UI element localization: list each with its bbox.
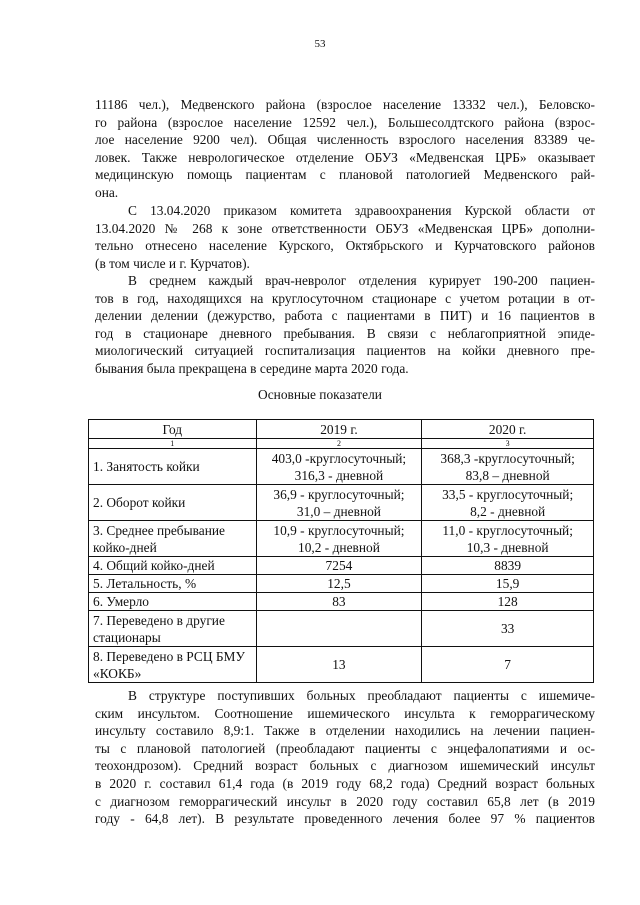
text-line: (в том числе и г. Курчатов). [95, 255, 250, 271]
cell-2020 [422, 557, 594, 575]
text-line: ским инсультом. Соотношение ишемического инсульта к геморрагическому [95, 705, 595, 721]
cell-value: 10,3 - дневной [466, 539, 549, 555]
text-line: году - 64,8 лет). В результате проведенного лечения более 97 % пациентов [95, 811, 595, 827]
text-line: В структуре поступивших больных преобладают пациенты с ишемиче- [128, 688, 595, 703]
table-caption: Основные показатели [258, 387, 382, 402]
cell-value: 403,0 -круглосуточный; [271, 450, 407, 466]
row-label: 2. Оборот койки [89, 485, 257, 521]
text-line: теохондрозом). Средний возраст больных с диагнозом ишемический инсульт [95, 758, 595, 774]
cell-value: 8839 [494, 558, 522, 573]
paragraph-3 [95, 272, 595, 378]
text-line: миологический ситуацией госпитализация пациентов на койки дневного пре- [95, 343, 595, 359]
cell-value: 10,2 - дневной [298, 539, 380, 555]
cell-2020 [422, 647, 594, 683]
cell-2019 [256, 611, 422, 647]
header-2020: 2020 г. [422, 420, 594, 439]
cell-value: 33 [500, 621, 515, 636]
cell-value: 10,9 - круглосуточный; [273, 522, 405, 538]
paragraph-2 [95, 202, 595, 272]
cell-value: 83,8 – дневной [465, 467, 550, 483]
table-row [89, 449, 594, 485]
cell-value: 13 [332, 657, 346, 672]
text-line: ловек. Также неврологическое отделение ОБУЗ «Медвенская ЦРБ» оказывает [95, 149, 595, 165]
table-row [89, 521, 594, 557]
cell-2019 [256, 647, 422, 683]
table-row [89, 593, 594, 611]
paragraph-4 [95, 687, 595, 828]
table-row [89, 647, 594, 683]
text-line: 13.04.2020 № 268 к зоне ответственности ОБУЗ «Медвенская ЦРБ» дополни- [95, 220, 595, 236]
row-label: 8. Переведено в РСЦ БМУ «КОКБ» [89, 647, 257, 683]
cell-value: 128 [497, 594, 518, 609]
table-row [89, 557, 594, 575]
cell-value: 316,3 - дневной [294, 467, 384, 483]
text-line: она. [95, 184, 119, 200]
column-number: 3 [422, 439, 594, 449]
text-line: год в стационаре дневного пребывания. В связи с неблагоприятной эпиде- [95, 325, 595, 341]
page-number: 53 [314, 38, 326, 50]
cell-2019 [256, 557, 422, 575]
row-label: 3. Среднее пребывание койко-дней [89, 521, 257, 557]
cell-value: 83 [332, 594, 346, 609]
text-line: медицинскую помощь пациентам с плановой патологией Медвенского рай- [95, 167, 595, 183]
indicators-table [88, 419, 594, 683]
row-label: 4. Общий койко-дней [89, 557, 257, 575]
row-label: 6. Умерло [89, 593, 257, 611]
text-line: делении делении (дежурство, работа с пациентами в ПИТ) и 16 пациентов в [95, 308, 595, 324]
text-line: ты с плановой патологией (преобладают пациенты с энцефалопатиями и ос- [95, 740, 595, 756]
text-line: бывания была прекращена в середине марта 2020 года. [95, 360, 409, 376]
cell-value: 11,0 - круглосуточный; [442, 522, 573, 538]
cell-2019 [256, 485, 422, 521]
text-line: тельно отнесено население Курского, Октябрьского и Курчатовского районов [95, 238, 595, 254]
cell-value: 31,0 – дневной [296, 503, 381, 519]
header-year: Год [89, 420, 257, 439]
text-line: С 13.04.2020 приказом комитета здравоохранения Курской области от [128, 203, 595, 218]
table-row [89, 485, 594, 521]
table-row [89, 575, 594, 593]
text-line: тов в год, находящихся на круглосуточном стационаре с учетом ротации в от- [95, 290, 595, 306]
text-line: 11186 чел.), Медвенского района (взрослое население 13332 чел.), Беловско- [95, 97, 595, 112]
row-label: 7. Переведено в другие стационары [89, 611, 257, 647]
cell-value: 15,9 [495, 576, 520, 591]
cell-2020 [422, 575, 594, 593]
row-label: 1. Занятость койки [89, 449, 257, 485]
cell-2020 [422, 611, 594, 647]
text-line: инсульту составило 8,9:1. Также в отделении находились на лечении пациен- [95, 723, 595, 739]
paragraph-1 [95, 96, 595, 202]
text-line: го района (взрослое население 12592 чел.), Большесолдтского района (взрос- [95, 114, 595, 130]
cell-2020 [422, 593, 594, 611]
text-line: лое население 9200 чел). Общая численность взрослого населения 83389 че- [95, 132, 595, 148]
cell-value: 8,2 - дневной [470, 503, 546, 519]
cell-2020 [422, 485, 594, 521]
cell-value: 36,9 - круглосуточный; [273, 486, 405, 502]
column-number: 1 [89, 439, 257, 449]
cell-value: 12,5 [327, 576, 351, 591]
cell-value: 7 [504, 657, 511, 672]
cell-2020 [422, 521, 594, 557]
cell-value: 7254 [325, 558, 353, 573]
text-line: в 2020 г. составил 61,4 года (в 2019 году 68,2 года) Средний возраст больных [95, 775, 595, 791]
cell-value: 368,3 -круглосуточный; [440, 450, 575, 466]
text-line: с диагнозом геморрагический инсульт в 2020 году составил 65,8 лет (в 2019 [95, 793, 595, 809]
cell-value: 33,5 - круглосуточный; [442, 486, 574, 502]
cell-2020 [422, 449, 594, 485]
header-2019: 2019 г. [256, 420, 422, 439]
table-row [89, 611, 594, 647]
text-line: В среднем каждый врач-невролог отделения курирует 190-200 пациен- [128, 273, 595, 288]
row-label: 5. Летальность, % [89, 575, 257, 593]
cell-2019 [256, 593, 422, 611]
cell-2019 [256, 575, 422, 593]
cell-2019 [256, 521, 422, 557]
column-number: 2 [256, 439, 422, 449]
cell-2019 [256, 449, 422, 485]
